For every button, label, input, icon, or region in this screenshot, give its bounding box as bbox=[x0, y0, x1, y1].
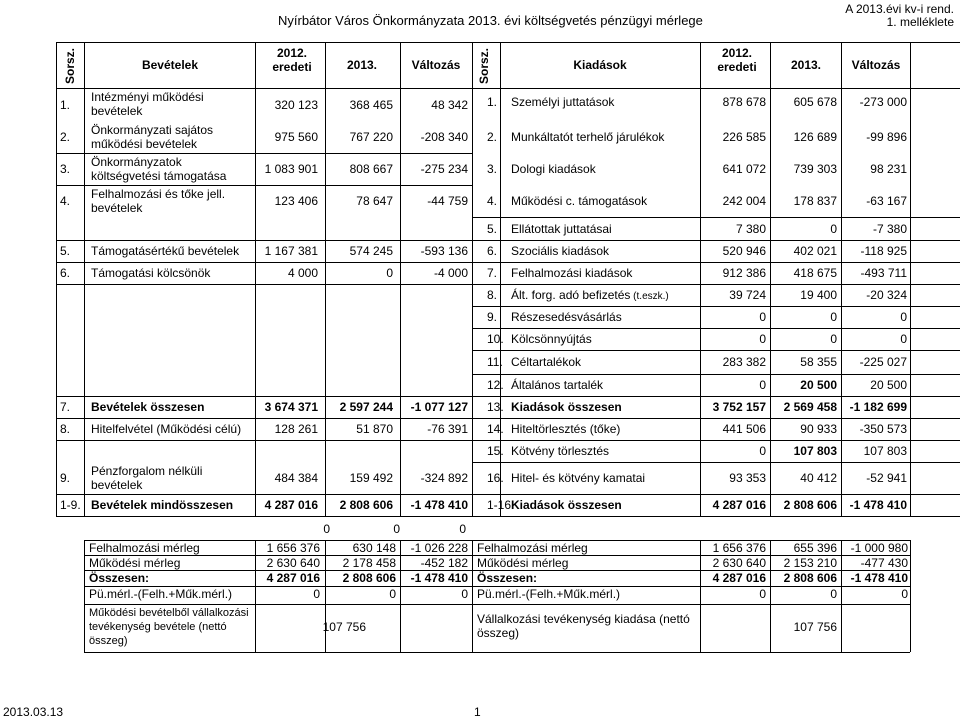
expense-2013-value: 126 689 bbox=[793, 130, 837, 144]
document-title: Nyírbátor Város Önkormányzata 2013. évi költségvetés pénzügyi mérlege bbox=[278, 13, 703, 28]
balance-right-change: 0 bbox=[901, 587, 908, 601]
expense-row-number: 1-16. bbox=[487, 498, 515, 512]
balance-right-2012: 4 287 016 bbox=[712, 571, 766, 585]
expense-row-note: (t.eszk.) bbox=[630, 291, 669, 302]
balance-right-name: Összesen: bbox=[477, 571, 538, 585]
expense-name-header: Kiadások bbox=[573, 58, 627, 72]
income-2013-value: 51 870 bbox=[356, 422, 393, 436]
expense-change-value: 0 bbox=[900, 310, 907, 324]
expense-change-header: Változás bbox=[851, 58, 901, 72]
expense-change-value: 0 bbox=[900, 332, 907, 346]
expense-row-name: Szociális kiadások bbox=[511, 244, 610, 258]
expense-2012-value: 7 380 bbox=[735, 221, 766, 236]
income-change-value: -1 077 127 bbox=[410, 400, 468, 414]
expense-row-line bbox=[472, 350, 960, 351]
balance-left-change: -1 026 228 bbox=[410, 541, 468, 555]
expense-row-line bbox=[472, 328, 960, 329]
expense-change-value: -225 027 bbox=[859, 355, 907, 369]
balance-left-name: Összesen: bbox=[89, 571, 150, 585]
expense-row-name: Munkáltatót terhelő járulékok bbox=[511, 130, 665, 144]
expense-row-number: 11. bbox=[487, 355, 503, 369]
expense-change-value: -493 711 bbox=[860, 266, 907, 280]
expense-2012-value: 641 072 bbox=[722, 162, 766, 176]
income-2013-value: 574 245 bbox=[349, 244, 393, 258]
income-2013-value: 368 465 bbox=[349, 97, 393, 112]
mid-border bbox=[472, 42, 473, 516]
balance-left-2012: 1 656 376 bbox=[266, 541, 320, 555]
balance-left-2012: 0 bbox=[313, 587, 320, 601]
expense-row-name: Személyi juttatások bbox=[511, 95, 615, 109]
balance-right-change: -1 478 410 bbox=[850, 571, 908, 585]
income-row-number: 3. bbox=[60, 162, 71, 176]
expense-2013-value: 58 355 bbox=[800, 355, 837, 369]
income-row-line bbox=[56, 240, 472, 241]
footer-date: 2013.03.13 bbox=[3, 705, 64, 719]
income-sorsz-header: Sorsz. bbox=[63, 47, 77, 84]
income-row-line bbox=[56, 284, 472, 285]
income-row-name: Felhalmozási és tőke jell. bevételek bbox=[91, 187, 226, 215]
expense-2012-value: 0 bbox=[759, 310, 766, 324]
balance-right-2013: 2 153 210 bbox=[783, 556, 837, 570]
expense-row-line bbox=[472, 440, 960, 441]
income-row-name: Támogatási kölcsönök bbox=[91, 266, 211, 280]
income-row-name: Bevételek mindösszesen bbox=[91, 498, 234, 512]
balance-bottom-border bbox=[84, 652, 910, 653]
income-name-header: Bevételek bbox=[141, 58, 199, 72]
income-row-line bbox=[56, 396, 472, 397]
income-2012-value: 1 167 381 bbox=[264, 244, 318, 258]
balance-left-value: 107 756 bbox=[322, 620, 366, 634]
expense-row-number: 5. bbox=[487, 221, 498, 236]
expense-2012-value: 283 382 bbox=[722, 355, 766, 369]
table-top-border bbox=[56, 42, 960, 43]
expense-row-number: 9. bbox=[487, 310, 498, 324]
income-change-value: -1 478 410 bbox=[410, 498, 468, 512]
expense-row-name: Működési c. támogatások bbox=[511, 194, 648, 208]
expense-change-value: -1 478 410 bbox=[849, 498, 907, 512]
expense-row-name: Céltartalékok bbox=[511, 355, 582, 369]
income-row-number: 1. bbox=[60, 97, 71, 112]
expense-2013-value: 40 412 bbox=[800, 471, 837, 485]
zero-value: 0 bbox=[459, 522, 466, 536]
expense-row-line bbox=[472, 217, 960, 218]
expense-row-line bbox=[472, 418, 960, 419]
income-2012-header: 2012. eredeti bbox=[272, 46, 312, 74]
balance-left-2013: 2 808 606 bbox=[342, 571, 396, 585]
balance-left-name: Működési mérleg bbox=[89, 556, 181, 570]
expense-2012-value: 0 bbox=[759, 444, 766, 458]
income-2012-value: 975 560 bbox=[274, 130, 318, 144]
income-row-number: 1-9. bbox=[60, 498, 81, 512]
income-row-name: Pénzforgalom nélküli bevételek bbox=[91, 464, 203, 492]
expense-2012-value: 242 004 bbox=[722, 194, 766, 208]
income-2012-value: 4 000 bbox=[287, 266, 318, 280]
expense-2012-value: 4 287 016 bbox=[712, 498, 766, 512]
income-row-line bbox=[56, 153, 472, 154]
balance-right-name: Felhalmozási mérleg bbox=[477, 541, 588, 555]
income-row-line bbox=[56, 262, 472, 263]
expense-row-number: 3. bbox=[487, 162, 498, 176]
income-change-value: -275 234 bbox=[420, 162, 468, 176]
income-row-number: 5. bbox=[60, 244, 71, 258]
expense-2013-value: 0 bbox=[830, 310, 837, 324]
income-change-value: -4 000 bbox=[433, 266, 468, 280]
expense-2013-value: 90 933 bbox=[800, 422, 837, 436]
reference-line-1: A 2013.évi kv-i rend. bbox=[845, 2, 954, 16]
expense-change-value: -350 573 bbox=[859, 422, 907, 436]
income-2012-value: 4 287 016 bbox=[264, 498, 318, 512]
expense-row-number: 1. bbox=[487, 95, 498, 109]
header-bottom-border bbox=[56, 88, 960, 89]
income-row-number: 8. bbox=[60, 422, 71, 436]
expense-row-number: 10. bbox=[487, 332, 504, 346]
income-2013-value: 78 647 bbox=[356, 194, 393, 208]
balance-right-change: -1 000 980 bbox=[850, 541, 908, 555]
income-row-name: Önkormányzati sajátos működési bevételek bbox=[91, 123, 214, 151]
income-change-header: Változás bbox=[411, 58, 461, 72]
expense-2013-value: 418 675 bbox=[793, 266, 837, 280]
income-2013-value: 0 bbox=[386, 266, 393, 280]
expense-row-number: 7. bbox=[487, 266, 498, 280]
balance-left-name: Működési bevételből vállalkozási tevékenység bevétele (nettó összeg) bbox=[89, 607, 249, 647]
expense-2012-value: 39 724 bbox=[729, 288, 766, 302]
income-change-value: -208 340 bbox=[420, 130, 468, 144]
income-row-number: 4. bbox=[60, 194, 71, 208]
expense-2012-value: 912 386 bbox=[722, 266, 766, 280]
balance-right-2013: 0 bbox=[830, 587, 837, 601]
sorsz-left-border bbox=[56, 42, 57, 516]
expense-2012-value: 878 678 bbox=[722, 95, 766, 109]
bal-right bbox=[910, 540, 911, 652]
income-2012-value: 1 083 901 bbox=[264, 162, 318, 176]
expense-2013-value: 2 808 606 bbox=[783, 498, 837, 512]
expense-row-line bbox=[472, 262, 960, 263]
income-2013-header: 2013. bbox=[346, 58, 378, 72]
income-2012-value: 320 123 bbox=[274, 97, 318, 112]
expense-row-line bbox=[472, 494, 960, 495]
income-change-value: -593 136 bbox=[420, 244, 468, 258]
income-row-line bbox=[56, 494, 472, 495]
expense-row-number: 8. bbox=[487, 288, 498, 302]
income-row-line bbox=[56, 185, 472, 186]
expense-row-name: Kölcsönnyújtás bbox=[511, 332, 592, 346]
income-2012-value: 123 406 bbox=[274, 194, 318, 208]
expense-2012-value: 3 752 157 bbox=[712, 400, 766, 414]
expense-row-name: Részesedésvásárlás bbox=[511, 310, 622, 324]
income-row-name: Támogatásértékű bevételek bbox=[91, 244, 240, 258]
expense-2012-value: 441 506 bbox=[722, 422, 766, 436]
expense-2012-value: 93 353 bbox=[729, 471, 766, 485]
expense-2012-value: 226 585 bbox=[722, 130, 766, 144]
expense-row-number: 14. bbox=[487, 422, 504, 436]
bal-mid bbox=[472, 540, 473, 652]
balance-right-name: Pü.mérl.-(Felh.+Műk.mérl.) bbox=[477, 587, 621, 601]
expense-sorsz-header: Sorsz. bbox=[477, 47, 491, 84]
zero-value: 0 bbox=[323, 522, 330, 536]
expense-change-value: -99 896 bbox=[866, 130, 907, 144]
balance-left-2013: 0 bbox=[389, 587, 396, 601]
expense-row-name: Hiteltörlesztés (tőke) bbox=[511, 422, 621, 436]
expense-row-name: Dologi kiadások bbox=[511, 162, 596, 176]
expense-row-number: 2. bbox=[487, 130, 498, 144]
income-row-name: Önkormányzatok költségvetési támogatása bbox=[91, 155, 227, 183]
expense-row-name: Kiadások összesen bbox=[511, 400, 622, 414]
income-2013-value: 2 808 606 bbox=[339, 498, 393, 512]
expense-2013-value: 739 303 bbox=[793, 162, 837, 176]
balance-right-change: -477 430 bbox=[860, 556, 908, 570]
income-row-number: 6. bbox=[60, 266, 71, 280]
expense-2013-value: 107 803 bbox=[793, 444, 837, 458]
income-change-value: 48 342 bbox=[431, 97, 468, 112]
balance-left-change: 0 bbox=[461, 587, 468, 601]
balance-right-name: Vállalkozási tevékenység kiadása (nettó összeg) bbox=[477, 612, 690, 640]
expense-row-name: Kiadások összesen bbox=[511, 498, 622, 512]
expense-change-value: -63 167 bbox=[866, 194, 907, 208]
income-row-number: 9. bbox=[60, 471, 71, 485]
balance-right-name: Működési mérleg bbox=[477, 556, 569, 570]
expense-change-value: -7 380 bbox=[872, 221, 907, 236]
expense-2013-value: 19 400 bbox=[800, 288, 837, 302]
expense-row-name: Hitel- és kötvény kamatai bbox=[511, 471, 646, 485]
expense-row-line bbox=[472, 374, 960, 375]
balance-right-2012: 2 630 640 bbox=[712, 556, 766, 570]
expense-row-number: 13. bbox=[487, 400, 504, 414]
income-row-number: 7. bbox=[60, 400, 71, 414]
table-bottom-border bbox=[56, 516, 960, 517]
income-row-line bbox=[56, 418, 472, 419]
income-2013-value: 159 492 bbox=[349, 471, 393, 485]
expense-row-name: Ált. forg. adó befizetés (t.eszk.) bbox=[511, 288, 669, 302]
expense-row-line bbox=[472, 284, 960, 285]
income-2012-value: 484 384 bbox=[274, 471, 318, 485]
expense-2013-value: 0 bbox=[830, 221, 837, 236]
expense-change-value: -1 182 699 bbox=[849, 400, 907, 414]
expense-change-value: 98 231 bbox=[870, 162, 907, 176]
expense-change-value: 20 500 bbox=[870, 378, 907, 392]
income-2013-value: 808 667 bbox=[349, 162, 393, 176]
balance-row-line bbox=[84, 604, 910, 605]
balance-left-2013: 630 148 bbox=[352, 541, 396, 555]
balance-right-value: 107 756 bbox=[793, 620, 837, 634]
income-row-line bbox=[56, 440, 472, 441]
income-row-name: Intézményi működési bevételek bbox=[91, 90, 204, 118]
expense-row-number: 16. bbox=[487, 471, 504, 485]
balance-left-2012: 4 287 016 bbox=[266, 571, 320, 585]
bal-left bbox=[84, 540, 85, 652]
balance-right-2012: 0 bbox=[759, 587, 766, 601]
expense-row-line bbox=[472, 396, 960, 397]
balance-left-name: Felhalmozási mérleg bbox=[89, 541, 200, 555]
expense-2012-header: 2012. eredeti bbox=[717, 46, 757, 74]
income-name-border bbox=[84, 42, 85, 516]
expense-2013-value: 402 021 bbox=[793, 244, 837, 258]
zero-value: 0 bbox=[393, 522, 400, 536]
balance-right-2012: 1 656 376 bbox=[712, 541, 766, 555]
expense-row-number: 4. bbox=[487, 194, 498, 208]
balance-left-2013: 2 178 458 bbox=[342, 556, 396, 570]
income-row-name: Bevételek összesen bbox=[91, 400, 205, 414]
income-2013-value: 2 597 244 bbox=[339, 400, 393, 414]
expense-row-line bbox=[472, 306, 960, 307]
expense-row-name: Kötvény törlesztés bbox=[511, 444, 610, 458]
balance-right-2013: 655 396 bbox=[793, 541, 837, 555]
income-2012-value: 3 674 371 bbox=[264, 400, 318, 414]
expense-row-name: Általános tartalék bbox=[511, 378, 604, 392]
reference-line-2: 1. melléklete bbox=[886, 15, 954, 29]
income-row-number: 2. bbox=[60, 130, 71, 144]
expense-2013-value: 2 569 458 bbox=[783, 400, 837, 414]
income-change-value: -44 759 bbox=[427, 194, 468, 208]
expense-2013-header: 2013. bbox=[790, 58, 822, 72]
expense-2012-value: 0 bbox=[759, 332, 766, 346]
expense-row-number: 15. bbox=[487, 444, 504, 458]
expense-2013-value: 0 bbox=[830, 332, 837, 346]
income-change-value: -324 892 bbox=[420, 471, 468, 485]
right-border bbox=[910, 42, 911, 516]
expense-2013-value: 178 837 bbox=[793, 194, 837, 208]
income-2013-value: 767 220 bbox=[349, 130, 393, 144]
balance-right-2013: 2 808 606 bbox=[783, 571, 837, 585]
expense-2012-value: 520 946 bbox=[722, 244, 766, 258]
balance-left-change: -1 478 410 bbox=[410, 571, 468, 585]
expense-row-line bbox=[472, 240, 960, 241]
footer-page-number: 1 bbox=[474, 705, 481, 719]
expense-row-number: 12. bbox=[487, 378, 504, 392]
balance-left-name: Pü.mérl.-(Felh.+Műk.mérl.) bbox=[89, 587, 233, 601]
expense-change-value: -20 324 bbox=[866, 288, 907, 302]
expense-change-value: -52 941 bbox=[866, 471, 907, 485]
expense-2013-value: 605 678 bbox=[793, 95, 837, 109]
expense-change-value: -118 925 bbox=[860, 244, 907, 258]
expense-change-value: -273 000 bbox=[859, 95, 907, 109]
expense-2013-value: 20 500 bbox=[800, 378, 837, 392]
income-row-name: Hitelfelvétel (Működési célú) bbox=[91, 422, 242, 436]
expense-2012-value: 0 bbox=[759, 378, 766, 392]
expense-row-line bbox=[472, 462, 960, 463]
income-2012-value: 128 261 bbox=[274, 422, 318, 436]
balance-left-change: -452 182 bbox=[420, 556, 468, 570]
expense-row-number: 6. bbox=[487, 244, 498, 258]
expense-row-name: Felhalmozási kiadások bbox=[511, 266, 633, 280]
expense-change-value: 107 803 bbox=[863, 444, 907, 458]
expense-row-name: Ellátottak juttatásai bbox=[511, 221, 612, 236]
income-change-value: -76 391 bbox=[427, 422, 468, 436]
balance-left-2012: 2 630 640 bbox=[266, 556, 320, 570]
